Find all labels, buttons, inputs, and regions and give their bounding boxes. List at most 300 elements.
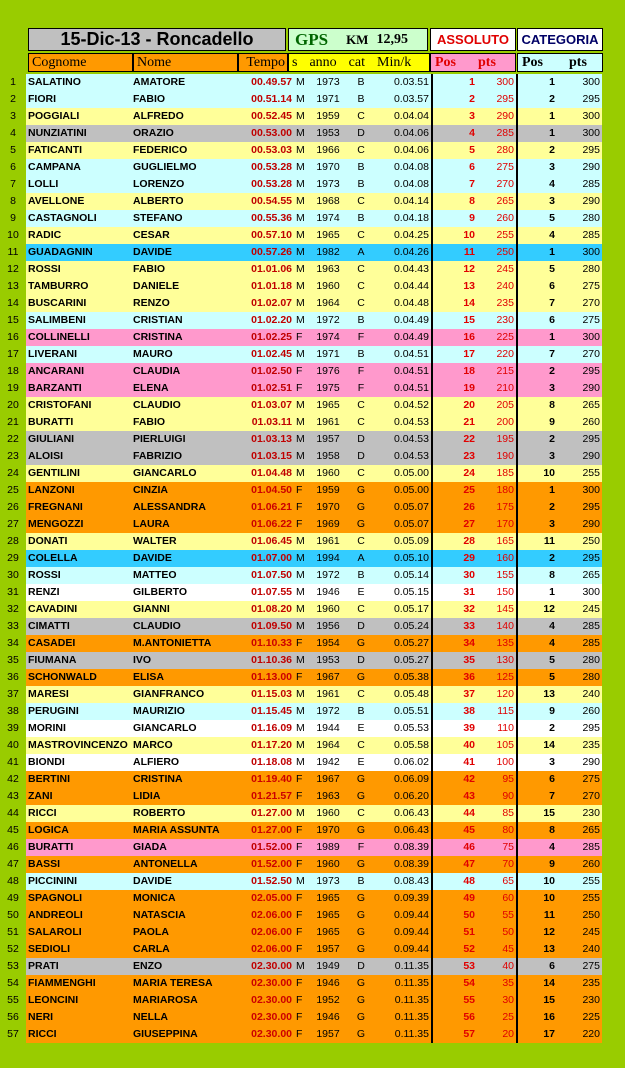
table-row xyxy=(0,380,602,397)
cell-sesso: F xyxy=(294,1026,308,1043)
cell-sesso: F xyxy=(294,329,308,346)
table-row xyxy=(0,550,602,567)
cell-pos-assoluto: 24 xyxy=(432,465,477,482)
cell-nome: GIANCARLO xyxy=(131,720,238,737)
cell-pos-categoria: 1 xyxy=(517,482,557,499)
gps-label: GPS xyxy=(295,29,329,49)
cell-row-number: 15 xyxy=(0,312,26,329)
cell-pos-categoria: 1 xyxy=(517,74,557,91)
cell-pts-categoria: 220 xyxy=(557,1026,602,1043)
cell-pts-assoluto: 185 xyxy=(477,465,517,482)
cell-sesso: M xyxy=(294,244,308,261)
cell-anno: 1959 xyxy=(308,108,348,125)
cell-tempo: 01.16.09 xyxy=(238,720,294,737)
table-row xyxy=(0,703,602,720)
cell-pos-categoria: 3 xyxy=(517,193,557,210)
cell-categoria: D xyxy=(348,125,374,142)
col-cognome-label: Cognome xyxy=(32,54,87,70)
cell-nome: NELLA xyxy=(131,1009,238,1026)
cell-nome: DANIELE xyxy=(131,278,238,295)
cell-categoria: G xyxy=(348,907,374,924)
cell-tempo: 01.27.00 xyxy=(238,822,294,839)
table-row xyxy=(0,805,602,822)
cell-nome: LIDIA xyxy=(131,788,238,805)
table-row xyxy=(0,125,602,142)
cell-sesso: M xyxy=(294,737,308,754)
table-row xyxy=(0,516,602,533)
cell-pos-assoluto: 34 xyxy=(432,635,477,652)
cell-pts-assoluto: 30 xyxy=(477,992,517,1009)
cell-pos-categoria: 15 xyxy=(517,805,557,822)
col-cat-label: cat xyxy=(348,54,365,70)
table-row xyxy=(0,686,602,703)
cell-nome: GIUSEPPINA xyxy=(131,1026,238,1043)
table-row xyxy=(0,822,602,839)
cell-row-number: 33 xyxy=(0,618,26,635)
cell-categoria: B xyxy=(348,74,374,91)
cell-min-km: 0.05.48 xyxy=(374,686,432,703)
cell-sesso: F xyxy=(294,363,308,380)
cell-pts-categoria: 275 xyxy=(557,312,602,329)
cell-cognome: SALATINO xyxy=(26,74,131,91)
cell-tempo: 01.03.11 xyxy=(238,414,294,431)
cell-cognome: NERI xyxy=(26,1009,131,1026)
cell-min-km: 0.05.27 xyxy=(374,652,432,669)
cell-row-number: 14 xyxy=(0,295,26,312)
cell-pts-categoria: 270 xyxy=(557,346,602,363)
table-row xyxy=(0,652,602,669)
cell-cognome: SEDIOLI xyxy=(26,941,131,958)
cell-tempo: 01.19.40 xyxy=(238,771,294,788)
cell-cognome: GIULIANI xyxy=(26,431,131,448)
cell-categoria: F xyxy=(348,839,374,856)
cell-min-km: 0.09.44 xyxy=(374,924,432,941)
cell-pts-categoria: 290 xyxy=(557,193,602,210)
cell-row-number: 39 xyxy=(0,720,26,737)
cell-categoria: C xyxy=(348,805,374,822)
cell-pos-assoluto: 47 xyxy=(432,856,477,873)
cell-nome: GIANCARLO xyxy=(131,465,238,482)
col-anno-label: anno xyxy=(309,54,337,70)
cell-pts-assoluto: 190 xyxy=(477,448,517,465)
cell-sesso: F xyxy=(294,516,308,533)
cell-tempo: 02.06.00 xyxy=(238,907,294,924)
cell-min-km: 0.05.07 xyxy=(374,499,432,516)
cell-categoria: G xyxy=(348,1009,374,1026)
cell-tempo: 01.52.00 xyxy=(238,839,294,856)
cell-pts-categoria: 300 xyxy=(557,108,602,125)
cell-sesso: F xyxy=(294,771,308,788)
cell-nome: ELENA xyxy=(131,380,238,397)
cell-tempo: 01.10.36 xyxy=(238,652,294,669)
cell-row-number: 50 xyxy=(0,907,26,924)
cell-pos-assoluto: 27 xyxy=(432,516,477,533)
cell-cognome: ROSSI xyxy=(26,261,131,278)
cell-nome: ORAZIO xyxy=(131,125,238,142)
cell-anno: 1968 xyxy=(308,193,348,210)
cell-pts-assoluto: 145 xyxy=(477,601,517,618)
cell-anno: 1967 xyxy=(308,771,348,788)
cell-pos-assoluto: 55 xyxy=(432,992,477,1009)
cell-min-km: 0.04.53 xyxy=(374,448,432,465)
cell-row-number: 22 xyxy=(0,431,26,448)
cell-row-number: 42 xyxy=(0,771,26,788)
cell-anno: 1960 xyxy=(308,805,348,822)
cell-row-number: 1 xyxy=(0,74,26,91)
cell-sesso: M xyxy=(294,873,308,890)
cell-pos-assoluto: 48 xyxy=(432,873,477,890)
cell-tempo: 02.30.00 xyxy=(238,958,294,975)
cell-pos-assoluto: 29 xyxy=(432,550,477,567)
cell-sesso: F xyxy=(294,890,308,907)
cell-pts-assoluto: 105 xyxy=(477,737,517,754)
cell-cognome: TAMBURRO xyxy=(26,278,131,295)
cell-anno: 1964 xyxy=(308,295,348,312)
cell-min-km: 0.04.18 xyxy=(374,210,432,227)
cell-pts-categoria: 270 xyxy=(557,788,602,805)
cell-categoria: C xyxy=(348,601,374,618)
cell-pts-assoluto: 265 xyxy=(477,193,517,210)
cell-sesso: M xyxy=(294,448,308,465)
cell-cognome: CASTAGNOLI xyxy=(26,210,131,227)
cell-pos-categoria: 14 xyxy=(517,737,557,754)
cell-pts-assoluto: 25 xyxy=(477,1009,517,1026)
cell-pts-assoluto: 50 xyxy=(477,924,517,941)
table-row xyxy=(0,533,602,550)
cell-row-number: 19 xyxy=(0,380,26,397)
cell-anno: 1946 xyxy=(308,1009,348,1026)
cell-categoria: G xyxy=(348,975,374,992)
cell-min-km: 0.04.53 xyxy=(374,414,432,431)
cell-row-number: 46 xyxy=(0,839,26,856)
cell-nome: ALFREDO xyxy=(131,108,238,125)
cell-pts-assoluto: 20 xyxy=(477,1026,517,1043)
cell-row-number: 3 xyxy=(0,108,26,125)
cell-min-km: 0.04.48 xyxy=(374,295,432,312)
cell-pts-categoria: 240 xyxy=(557,686,602,703)
cell-row-number: 53 xyxy=(0,958,26,975)
cell-cognome: GUADAGNIN xyxy=(26,244,131,261)
cell-tempo: 01.08.20 xyxy=(238,601,294,618)
cell-cognome: FREGNANI xyxy=(26,499,131,516)
cell-nome: CLAUDIO xyxy=(131,397,238,414)
table-row xyxy=(0,941,602,958)
cell-pts-categoria: 265 xyxy=(557,822,602,839)
cell-tempo: 01.03.15 xyxy=(238,448,294,465)
col-tempo-header xyxy=(238,53,288,72)
cell-sesso: F xyxy=(294,975,308,992)
cell-pts-assoluto: 110 xyxy=(477,720,517,737)
cell-nome: ANTONELLA xyxy=(131,856,238,873)
table-row xyxy=(0,176,602,193)
cell-min-km: 0.09.44 xyxy=(374,907,432,924)
cell-tempo: 00.51.14 xyxy=(238,91,294,108)
cell-pts-categoria: 260 xyxy=(557,414,602,431)
cell-row-number: 44 xyxy=(0,805,26,822)
cell-anno: 1970 xyxy=(308,499,348,516)
cell-pts-categoria: 285 xyxy=(557,618,602,635)
cell-cognome: MENGOZZI xyxy=(26,516,131,533)
cell-cognome: BIONDI xyxy=(26,754,131,771)
cell-row-number: 10 xyxy=(0,227,26,244)
cell-sesso: M xyxy=(294,176,308,193)
cell-min-km: 0.04.52 xyxy=(374,397,432,414)
cell-min-km: 0.05.53 xyxy=(374,720,432,737)
cell-pos-categoria: 1 xyxy=(517,125,557,142)
col-categoria-header xyxy=(517,53,603,72)
cell-pts-assoluto: 60 xyxy=(477,890,517,907)
cell-anno: 1959 xyxy=(308,482,348,499)
cell-pts-categoria: 245 xyxy=(557,924,602,941)
cell-categoria: D xyxy=(348,431,374,448)
cell-pts-categoria: 280 xyxy=(557,210,602,227)
cell-pos-assoluto: 39 xyxy=(432,720,477,737)
cell-nome: MAURO xyxy=(131,346,238,363)
cell-pos-assoluto: 45 xyxy=(432,822,477,839)
cell-pos-assoluto: 20 xyxy=(432,397,477,414)
cell-pos-assoluto: 49 xyxy=(432,890,477,907)
cell-pts-assoluto: 170 xyxy=(477,516,517,533)
cell-min-km: 0.05.14 xyxy=(374,567,432,584)
cell-row-number: 26 xyxy=(0,499,26,516)
cell-pts-categoria: 235 xyxy=(557,737,602,754)
cell-tempo: 01.02.50 xyxy=(238,363,294,380)
table-row xyxy=(0,1009,602,1026)
cell-tempo: 01.21.57 xyxy=(238,788,294,805)
cell-anno: 1974 xyxy=(308,329,348,346)
cell-pts-assoluto: 280 xyxy=(477,142,517,159)
cell-sesso: M xyxy=(294,346,308,363)
cell-categoria: G xyxy=(348,635,374,652)
cell-pts-assoluto: 175 xyxy=(477,499,517,516)
cell-pos-categoria: 8 xyxy=(517,397,557,414)
cell-cognome: MARESI xyxy=(26,686,131,703)
cell-row-number: 54 xyxy=(0,975,26,992)
cell-row-number: 37 xyxy=(0,686,26,703)
col-pts-label: pts xyxy=(478,54,496,70)
cell-row-number: 52 xyxy=(0,941,26,958)
cell-categoria: G xyxy=(348,669,374,686)
cell-anno: 1972 xyxy=(308,703,348,720)
cell-pos-categoria: 2 xyxy=(517,91,557,108)
cell-row-number: 5 xyxy=(0,142,26,159)
cell-sesso: F xyxy=(294,992,308,1009)
cell-nome: PIERLUIGI xyxy=(131,431,238,448)
cell-cognome: SALAROLI xyxy=(26,924,131,941)
gps-cell xyxy=(288,28,428,51)
cell-nome: CLAUDIA xyxy=(131,363,238,380)
cell-row-number: 32 xyxy=(0,601,26,618)
cell-nome: IVO xyxy=(131,652,238,669)
cell-cognome: CRISTOFANI xyxy=(26,397,131,414)
cell-categoria: C xyxy=(348,533,374,550)
cell-pts-assoluto: 210 xyxy=(477,380,517,397)
cell-row-number: 7 xyxy=(0,176,26,193)
cell-row-number: 51 xyxy=(0,924,26,941)
cell-row-number: 23 xyxy=(0,448,26,465)
cell-nome: GIADA xyxy=(131,839,238,856)
cell-cognome: SPAGNOLI xyxy=(26,890,131,907)
cell-pos-assoluto: 19 xyxy=(432,380,477,397)
cell-row-number: 41 xyxy=(0,754,26,771)
cell-min-km: 0.09.44 xyxy=(374,941,432,958)
cell-min-km: 0.08.43 xyxy=(374,873,432,890)
cell-tempo: 01.02.51 xyxy=(238,380,294,397)
cell-cognome: SALIMBENI xyxy=(26,312,131,329)
cell-pts-assoluto: 150 xyxy=(477,584,517,601)
cell-tempo: 02.30.00 xyxy=(238,1009,294,1026)
cell-nome: MAURIZIO xyxy=(131,703,238,720)
cell-sesso: M xyxy=(294,465,308,482)
cell-row-number: 55 xyxy=(0,992,26,1009)
cell-row-number: 13 xyxy=(0,278,26,295)
cell-pos-categoria: 4 xyxy=(517,176,557,193)
cell-pts-assoluto: 290 xyxy=(477,108,517,125)
cell-pos-categoria: 4 xyxy=(517,635,557,652)
cell-pts-assoluto: 115 xyxy=(477,703,517,720)
cell-pos-assoluto: 30 xyxy=(432,567,477,584)
cell-cognome: ANDREOLI xyxy=(26,907,131,924)
cell-row-number: 8 xyxy=(0,193,26,210)
cell-nome: LORENZO xyxy=(131,176,238,193)
cell-cognome: RICCI xyxy=(26,805,131,822)
cell-pts-categoria: 300 xyxy=(557,584,602,601)
cell-categoria: G xyxy=(348,1026,374,1043)
cell-tempo: 01.06.21 xyxy=(238,499,294,516)
cell-tempo: 00.54.55 xyxy=(238,193,294,210)
cell-nome: FABIO xyxy=(131,414,238,431)
cell-anno: 1954 xyxy=(308,635,348,652)
cell-cognome: CIMATTI xyxy=(26,618,131,635)
cell-min-km: 0.11.35 xyxy=(374,958,432,975)
cell-min-km: 0.05.15 xyxy=(374,584,432,601)
cell-cognome: COLELLA xyxy=(26,550,131,567)
cell-pts-categoria: 260 xyxy=(557,856,602,873)
cell-anno: 1953 xyxy=(308,125,348,142)
cell-min-km: 0.05.51 xyxy=(374,703,432,720)
cell-pos-assoluto: 46 xyxy=(432,839,477,856)
cell-row-number: 6 xyxy=(0,159,26,176)
cell-sesso: F xyxy=(294,669,308,686)
cell-pos-assoluto: 31 xyxy=(432,584,477,601)
results-table xyxy=(0,74,602,1043)
cell-cognome: BURATTI xyxy=(26,839,131,856)
cell-row-number: 20 xyxy=(0,397,26,414)
cell-cognome: MASTROVINCENZO xyxy=(26,737,131,754)
table-row xyxy=(0,1026,602,1043)
cell-categoria: D xyxy=(348,448,374,465)
table-row xyxy=(0,465,602,482)
cell-tempo: 01.02.20 xyxy=(238,312,294,329)
assoluto-label: ASSOLUTO xyxy=(437,32,509,47)
cell-sesso: M xyxy=(294,958,308,975)
cell-categoria: G xyxy=(348,499,374,516)
cell-nome: CRISTIAN xyxy=(131,312,238,329)
cell-anno: 1971 xyxy=(308,91,348,108)
cell-row-number: 11 xyxy=(0,244,26,261)
cell-min-km: 0.11.35 xyxy=(374,1009,432,1026)
cell-pos-assoluto: 50 xyxy=(432,907,477,924)
cell-min-km: 0.04.25 xyxy=(374,227,432,244)
cell-categoria: E xyxy=(348,720,374,737)
cell-pts-categoria: 245 xyxy=(557,601,602,618)
cell-pts-categoria: 280 xyxy=(557,652,602,669)
cell-nome: MONICA xyxy=(131,890,238,907)
cell-tempo: 01.27.00 xyxy=(238,805,294,822)
cell-cognome: PERUGINI xyxy=(26,703,131,720)
cell-pos-categoria: 8 xyxy=(517,567,557,584)
cell-categoria: C xyxy=(348,737,374,754)
cell-pos-categoria: 1 xyxy=(517,329,557,346)
table-row xyxy=(0,907,602,924)
cell-categoria: E xyxy=(348,584,374,601)
cell-cognome: ANCARANI xyxy=(26,363,131,380)
cell-cognome: ALOISI xyxy=(26,448,131,465)
cell-anno: 1958 xyxy=(308,448,348,465)
cell-anno: 1952 xyxy=(308,992,348,1009)
cell-categoria: B xyxy=(348,210,374,227)
col-cpos-label: Pos xyxy=(522,54,543,70)
cell-anno: 1961 xyxy=(308,414,348,431)
cell-anno: 1953 xyxy=(308,652,348,669)
cell-min-km: 0.04.44 xyxy=(374,278,432,295)
cell-cognome: POGGIALI xyxy=(26,108,131,125)
cell-pos-categoria: 12 xyxy=(517,924,557,941)
cell-pts-assoluto: 100 xyxy=(477,754,517,771)
cell-pts-assoluto: 230 xyxy=(477,312,517,329)
col-cognome-header xyxy=(28,53,133,72)
cell-anno: 1982 xyxy=(308,244,348,261)
table-row xyxy=(0,142,602,159)
cell-pos-categoria: 9 xyxy=(517,856,557,873)
cell-categoria: B xyxy=(348,91,374,108)
table-row xyxy=(0,754,602,771)
cell-nome: CRISTINA xyxy=(131,771,238,788)
cell-tempo: 01.02.25 xyxy=(238,329,294,346)
cell-row-number: 56 xyxy=(0,1009,26,1026)
cell-anno: 1960 xyxy=(308,856,348,873)
cell-anno: 1965 xyxy=(308,924,348,941)
cell-anno: 1961 xyxy=(308,533,348,550)
cell-row-number: 17 xyxy=(0,346,26,363)
cell-pos-assoluto: 10 xyxy=(432,227,477,244)
cell-min-km: 0.04.26 xyxy=(374,244,432,261)
cell-pts-assoluto: 285 xyxy=(477,125,517,142)
cell-pos-assoluto: 17 xyxy=(432,346,477,363)
cell-cognome: SCHONWALD xyxy=(26,669,131,686)
cell-tempo: 01.17.20 xyxy=(238,737,294,754)
cell-tempo: 01.52.50 xyxy=(238,873,294,890)
table-row xyxy=(0,839,602,856)
cell-sesso: M xyxy=(294,210,308,227)
cell-anno: 1963 xyxy=(308,261,348,278)
cell-pos-categoria: 2 xyxy=(517,142,557,159)
cell-row-number: 4 xyxy=(0,125,26,142)
cell-min-km: 0.04.43 xyxy=(374,261,432,278)
cell-cognome: MORINI xyxy=(26,720,131,737)
cell-pos-categoria: 2 xyxy=(517,720,557,737)
cell-pts-assoluto: 240 xyxy=(477,278,517,295)
cell-anno: 1994 xyxy=(308,550,348,567)
cell-pts-categoria: 295 xyxy=(557,363,602,380)
cell-anno: 1966 xyxy=(308,142,348,159)
cell-nome: RENZO xyxy=(131,295,238,312)
table-row xyxy=(0,108,602,125)
cell-categoria: C xyxy=(348,193,374,210)
cell-min-km: 0.05.10 xyxy=(374,550,432,567)
cell-pts-assoluto: 165 xyxy=(477,533,517,550)
cell-cognome: BARZANTI xyxy=(26,380,131,397)
